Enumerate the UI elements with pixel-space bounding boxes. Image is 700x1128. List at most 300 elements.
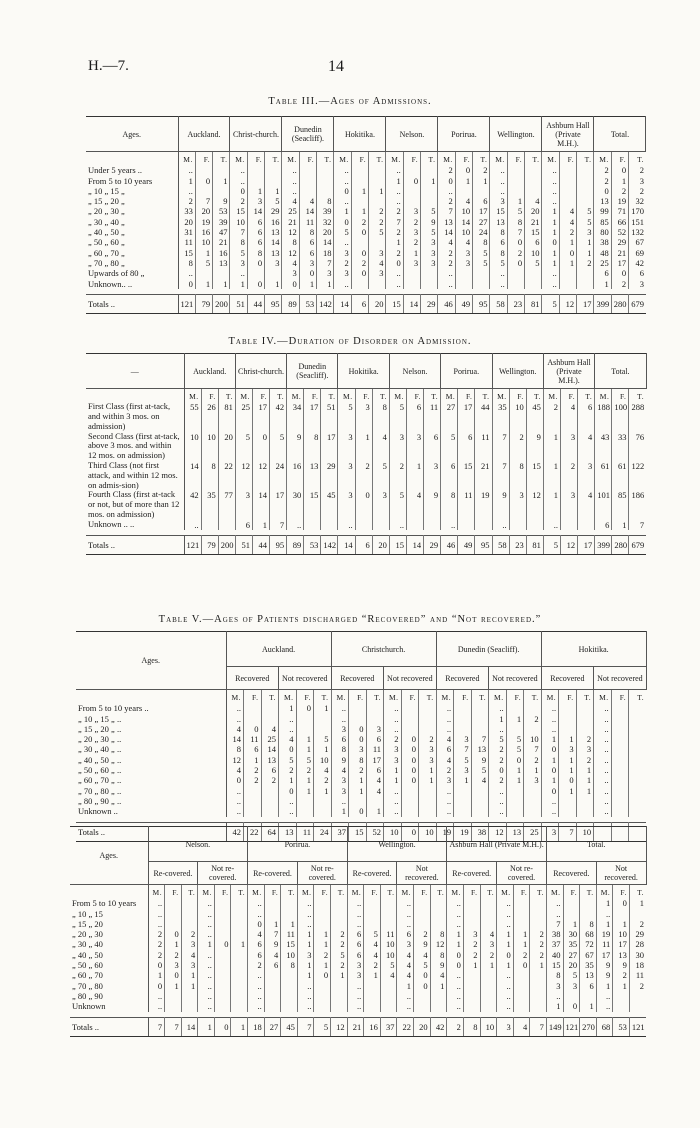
- table-cell: [506, 806, 524, 816]
- table-cell: 17: [473, 206, 490, 216]
- totals-cell: 0: [401, 822, 419, 841]
- table-cell: ..: [279, 724, 297, 734]
- table-cell: [559, 796, 577, 806]
- table-cell: 10: [281, 950, 298, 960]
- row-label: „ 60 „ 70: [70, 970, 148, 980]
- table-cell: 1: [148, 970, 165, 980]
- table-cell: [480, 919, 497, 929]
- totals-cell: 121: [184, 536, 201, 555]
- table-cell: [231, 1001, 248, 1011]
- mf-legend-cell: F.: [364, 885, 381, 899]
- row-label: „ 40 „ 50 „: [86, 227, 178, 237]
- totals-cell: 95: [475, 536, 492, 555]
- table-cell: [331, 981, 348, 991]
- table-cell: 13: [490, 217, 507, 227]
- table-row: [70, 950, 646, 960]
- page-number: 14: [328, 58, 344, 75]
- table-cell: [296, 796, 314, 806]
- table-cell: [380, 919, 397, 929]
- table-cell: 2: [384, 734, 402, 744]
- table-cell: 3: [576, 744, 594, 754]
- table-cell: ..: [490, 176, 507, 186]
- table-cell: ..: [248, 991, 265, 1001]
- totals-cell: 19: [436, 822, 454, 841]
- mf-legend-cell: T.: [580, 885, 597, 899]
- row-label: From 5 to 10 years: [86, 176, 178, 186]
- column-header-group: Dunedin (Seacliff).: [436, 632, 541, 667]
- column-header-group: Total.: [546, 827, 646, 862]
- table-cell: 9: [471, 755, 489, 765]
- totals-cell: 7: [297, 1017, 314, 1036]
- table-cell: [331, 909, 348, 919]
- table-cell: 3: [297, 950, 314, 960]
- mf-legend-cell: M.: [397, 885, 414, 899]
- table-cell: 72: [580, 939, 597, 949]
- table-cell: 14: [261, 744, 279, 754]
- table-cell: 2: [613, 970, 630, 980]
- mf-legend-cell: M.: [490, 152, 507, 166]
- table-cell: [424, 520, 441, 530]
- mf-legend-cell: F.: [214, 885, 231, 899]
- table-cell: [524, 806, 542, 816]
- table-cell: 1: [506, 765, 524, 775]
- table-cell: 5: [441, 432, 458, 461]
- table-cell: [463, 919, 480, 929]
- table-cell: 7: [524, 744, 542, 754]
- table-cell: 2: [369, 206, 386, 216]
- mf-legend-cell: F.: [304, 389, 321, 403]
- table-cell: 25: [261, 734, 279, 744]
- table-cell: 2: [489, 744, 507, 754]
- table-cell: 3: [366, 724, 384, 734]
- table-cell: 5: [490, 258, 507, 268]
- table-cell: [214, 991, 231, 1001]
- table-cell: 13: [304, 461, 321, 490]
- table-row: [76, 775, 646, 785]
- table-cell: 21: [525, 217, 542, 227]
- table-cell: ..: [541, 714, 559, 724]
- table-cell: 3: [331, 775, 349, 785]
- totals-row: [86, 536, 646, 555]
- table-cell: [351, 196, 368, 206]
- table-cell: [563, 909, 580, 919]
- row-label: „ 80 „ 90: [70, 991, 148, 1001]
- table-cell: 1: [406, 461, 423, 490]
- row-label: „ 10 „ 15 „ ..: [76, 714, 226, 724]
- table-cell: [613, 909, 630, 919]
- table-cell: 1: [596, 981, 613, 991]
- table-cell: [629, 909, 646, 919]
- table-cell: ..: [490, 268, 507, 278]
- table-cell: [613, 991, 630, 1001]
- table-cell: 1: [364, 970, 381, 980]
- table-cell: [317, 186, 334, 196]
- table-cell: [454, 724, 472, 734]
- table-cell: 8: [230, 237, 247, 247]
- table-cell: ..: [198, 919, 215, 929]
- table-cell: 5: [270, 432, 287, 461]
- mf-legend-cell: M.: [497, 885, 514, 899]
- totals-cell: 14: [334, 294, 351, 313]
- table-cell: 0: [386, 258, 403, 268]
- table-cell: 2: [331, 960, 348, 970]
- table-cell: 2: [473, 165, 490, 175]
- table-cell: 0: [349, 806, 367, 816]
- table-cell: [314, 796, 332, 806]
- table-cell: 1: [543, 461, 560, 490]
- row-label: „ 30 „ 40 „: [86, 217, 178, 227]
- table-cell: 1: [543, 432, 560, 461]
- table-cell: [455, 279, 472, 289]
- row-label: „ 70 „ 80: [70, 981, 148, 991]
- table-cell: 81: [218, 402, 235, 431]
- table-cell: 1: [480, 960, 497, 970]
- table-cell: [629, 724, 647, 734]
- table-cell: [214, 1001, 231, 1011]
- totals-cell: 24: [314, 822, 332, 841]
- mf-legend-cell: M.: [492, 389, 509, 403]
- table-cell: [369, 165, 386, 175]
- table-cell: 0: [355, 490, 372, 519]
- table-cell: [530, 981, 547, 991]
- table-cell: 5: [389, 402, 406, 431]
- table-cell: 2: [489, 775, 507, 785]
- table-cell: 1: [213, 176, 230, 186]
- table-cell: [244, 796, 262, 806]
- table-cell: 7: [454, 744, 472, 754]
- mf-legend-cell: M.: [389, 389, 406, 403]
- table-cell: [264, 991, 281, 1001]
- table-cell: 5: [338, 402, 355, 431]
- table-cell: ..: [497, 970, 514, 980]
- table-cell: 3: [299, 258, 316, 268]
- table-cell: 1: [421, 176, 438, 186]
- table-cell: [414, 919, 431, 929]
- table-cell: 6: [347, 939, 364, 949]
- table-cell: ..: [248, 898, 265, 908]
- column-header-group: Porirua.: [441, 354, 492, 389]
- totals-cell: 121: [563, 1017, 580, 1036]
- table-cell: 31: [178, 227, 195, 237]
- table-cell: 4: [282, 258, 299, 268]
- table-cell: 5: [195, 258, 212, 268]
- table-cell: 6: [458, 432, 475, 461]
- table-cell: [195, 268, 212, 278]
- totals-cell: 14: [406, 536, 423, 555]
- table-row: [86, 268, 646, 278]
- table-cell: 30: [287, 490, 304, 519]
- table-cell: 1: [403, 248, 420, 258]
- table-cell: 0: [541, 765, 559, 775]
- table-cell: [380, 991, 397, 1001]
- table-cell: 1: [351, 186, 368, 196]
- column-subheader: Not recovered: [279, 667, 332, 690]
- table-cell: [454, 714, 472, 724]
- table-cell: ..: [497, 1001, 514, 1011]
- table-cell: [264, 981, 281, 991]
- table-cell: 1: [265, 279, 282, 289]
- mf-legend-cell: F.: [406, 389, 423, 403]
- table-cell: 13: [265, 227, 282, 237]
- table-cell: 15: [490, 206, 507, 216]
- table-cell: 1: [639, 898, 645, 909]
- table-cell: ..: [541, 703, 559, 713]
- table-cell: ..: [492, 520, 509, 530]
- table-row: [76, 703, 646, 713]
- table-cell: 4: [369, 258, 386, 268]
- table-cell: 4: [314, 765, 332, 775]
- table-cell: [430, 1001, 447, 1011]
- table-cell: 5: [296, 755, 314, 765]
- table-cell: 5: [364, 929, 381, 939]
- table-cell: 12: [226, 755, 244, 765]
- table-cell: 6: [347, 950, 364, 960]
- totals-cell: 679: [629, 294, 646, 313]
- table-cell: 2: [576, 755, 594, 765]
- table-cell: ..: [594, 714, 612, 724]
- table-cell: [264, 1001, 281, 1011]
- table-cell: 67: [580, 950, 597, 960]
- table-cell: 9: [613, 960, 630, 970]
- table-cell: 34: [287, 402, 304, 431]
- table-cell: ..: [331, 714, 349, 724]
- table-cell: 1: [331, 970, 348, 980]
- table-cell: 13: [438, 217, 455, 227]
- totals-cell: 44: [252, 536, 269, 555]
- mf-legend-cell: F.: [559, 152, 576, 166]
- table-cell: [403, 196, 420, 206]
- table-cell: 7: [507, 227, 524, 237]
- table-cell: [463, 981, 480, 991]
- row-label: Unknown: [70, 1001, 148, 1011]
- table-cell: 1: [244, 755, 262, 765]
- table-cell: [231, 950, 248, 960]
- table-cell: 11: [458, 490, 475, 519]
- table-cell: [458, 520, 475, 530]
- mf-legend-cell: M.: [543, 389, 560, 403]
- table-cell: 20: [218, 432, 235, 461]
- header-row: [86, 354, 646, 389]
- table-cell: [331, 1001, 348, 1011]
- table-cell: 9: [430, 960, 447, 970]
- totals-cell: 13: [279, 822, 297, 841]
- row-label: „ 70 „ 80 „: [86, 258, 178, 268]
- row-label: Under 5 years ..: [86, 165, 178, 175]
- table-cell: [181, 919, 198, 929]
- table-cell: 2: [389, 461, 406, 490]
- table-cell: 4: [397, 950, 414, 960]
- table-cell: ..: [594, 806, 612, 816]
- table-cell: 1: [296, 775, 314, 785]
- table-cell: [281, 991, 298, 1001]
- table-cell: [559, 724, 577, 734]
- table-cell: 3: [560, 432, 577, 461]
- totals-cell: 10: [384, 822, 402, 841]
- table-cell: 0: [195, 176, 212, 186]
- table-cell: ..: [447, 909, 464, 919]
- table-cell: ..: [490, 186, 507, 196]
- table-cell: 1: [384, 775, 402, 785]
- table-cell: [314, 806, 332, 816]
- table-cell: 11: [244, 734, 262, 744]
- table-cell: [454, 703, 472, 713]
- mf-legend-cell: F.: [165, 885, 182, 899]
- table-cell: ..: [282, 165, 299, 175]
- table-cell: 3: [436, 775, 454, 785]
- table-cell: 1: [281, 919, 298, 929]
- table-cell: [165, 991, 182, 1001]
- row-label: „ 40 „ 50 „ ..: [76, 755, 226, 765]
- mf-legend-cell: F.: [414, 885, 431, 899]
- table-cell: [364, 991, 381, 1001]
- table-cell: 4: [366, 775, 384, 785]
- table-cell: ..: [226, 786, 244, 796]
- table-cell: [513, 970, 530, 980]
- table-cell: 2: [524, 755, 542, 765]
- table-cell: 2: [148, 929, 165, 939]
- table-cell: 1: [419, 765, 437, 775]
- table-cell: [321, 520, 338, 530]
- table-cell: 1: [559, 786, 577, 796]
- mf-legend-cell: F.: [559, 690, 577, 704]
- table-cell: [524, 724, 542, 734]
- table-row: [70, 939, 646, 949]
- table-cell: 39: [213, 217, 230, 227]
- table-cell: [480, 1001, 497, 1011]
- table-cell: ..: [230, 165, 247, 175]
- table-cell: 1: [397, 981, 414, 991]
- table-cell: 8: [201, 461, 218, 490]
- table-cell: [629, 744, 647, 754]
- table-cell: [577, 165, 594, 175]
- table-cell: 2: [279, 765, 297, 775]
- table-cell: 2: [611, 186, 628, 196]
- table-cell: 8: [430, 950, 447, 960]
- table-row: [76, 786, 646, 796]
- table-cell: 10: [230, 217, 247, 227]
- totals-cell: 25: [524, 822, 542, 841]
- totals-cell: 10: [480, 1017, 497, 1036]
- table-cell: 43: [595, 432, 612, 461]
- table-cell: 32: [317, 217, 334, 227]
- totals-cell: 5: [542, 294, 559, 313]
- table-cell: 2: [178, 196, 195, 206]
- table-cell: [261, 806, 279, 816]
- table-cell: 4: [364, 939, 381, 949]
- table-cell: 1: [314, 744, 332, 754]
- table-cell: ..: [594, 724, 612, 734]
- table-cell: ..: [489, 786, 507, 796]
- table-cell: [414, 898, 431, 908]
- table-cell: 3: [317, 268, 334, 278]
- table-cell: 3: [265, 258, 282, 268]
- table-cell: 3: [546, 981, 563, 991]
- table-cell: 5: [507, 206, 524, 216]
- table-5-discharged-part-1: [76, 631, 647, 842]
- table-cell: 17: [304, 402, 321, 431]
- totals-cell: 7: [530, 1017, 547, 1036]
- table-cell: 7: [492, 461, 509, 490]
- table-cell: 8: [580, 919, 597, 929]
- table-cell: 3: [165, 960, 182, 970]
- table-row: [70, 960, 646, 970]
- table-cell: [366, 796, 384, 806]
- table-cell: [331, 991, 348, 1001]
- table-cell: 3: [338, 461, 355, 490]
- table-cell: 0: [559, 775, 577, 785]
- table-cell: ..: [542, 186, 559, 196]
- table-cell: 21: [611, 248, 628, 258]
- table-cell: 1: [165, 981, 182, 991]
- totals-cell: 19: [454, 822, 472, 841]
- table-cell: ..: [226, 796, 244, 806]
- table-cell: 3: [338, 490, 355, 519]
- table-cell: 1: [530, 960, 547, 970]
- table-cell: [165, 1001, 182, 1011]
- table-cell: ..: [490, 165, 507, 175]
- table-cell: 1: [576, 786, 594, 796]
- table-cell: 3: [389, 432, 406, 461]
- table-cell: [364, 1001, 381, 1011]
- table-cell: [181, 991, 198, 1001]
- table-cell: 10: [314, 755, 332, 765]
- table-cell: [314, 714, 332, 724]
- table-cell: 0: [226, 775, 244, 785]
- table-cell: [580, 909, 597, 919]
- totals-cell: 200: [213, 294, 230, 313]
- table-cell: 20: [195, 206, 212, 216]
- table-cell: [480, 909, 497, 919]
- row-label: Unknown ..: [76, 806, 226, 816]
- table-cell: 3: [639, 175, 644, 186]
- mf-legend-cell: F.: [463, 885, 480, 899]
- table-cell: ..: [447, 981, 464, 991]
- table-cell: 3: [480, 939, 497, 949]
- mf-legend-cell: F.: [509, 389, 526, 403]
- table-cell: 3: [347, 960, 364, 970]
- table-cell: [265, 165, 282, 175]
- table-cell: 2: [314, 775, 332, 785]
- mf-legend-cell: M.: [542, 152, 559, 166]
- table-cell: ..: [436, 786, 454, 796]
- table-cell: 0: [447, 950, 464, 960]
- table-cell: 2: [463, 939, 480, 949]
- table-cell: 85: [594, 217, 611, 227]
- table-cell: 2: [419, 734, 437, 744]
- mf-legend-cell: T.: [430, 885, 447, 899]
- totals-cell: 1: [198, 1017, 215, 1036]
- table-cell: 3: [347, 970, 364, 980]
- table-cell: [331, 898, 348, 908]
- table-cell: 0: [513, 960, 530, 970]
- table-cell: 0: [349, 734, 367, 744]
- table-row: [86, 165, 646, 175]
- table-cell: 4: [226, 765, 244, 775]
- column-header-group: Ashburn Hall (Private M.H.).: [543, 354, 594, 389]
- table-cell: 6: [397, 929, 414, 939]
- table-cell: 5: [331, 950, 348, 960]
- table-cell: 1: [299, 279, 316, 289]
- table-cell: 14: [247, 206, 264, 216]
- table-cell: ..: [347, 898, 364, 908]
- totals-cell: 29: [424, 536, 441, 555]
- table-cell: ..: [338, 520, 355, 530]
- table-cell: 6: [331, 734, 349, 744]
- table-cell: [629, 765, 647, 775]
- table-cell: [507, 165, 524, 175]
- table-cell: 3: [463, 929, 480, 939]
- table-cell: [430, 898, 447, 908]
